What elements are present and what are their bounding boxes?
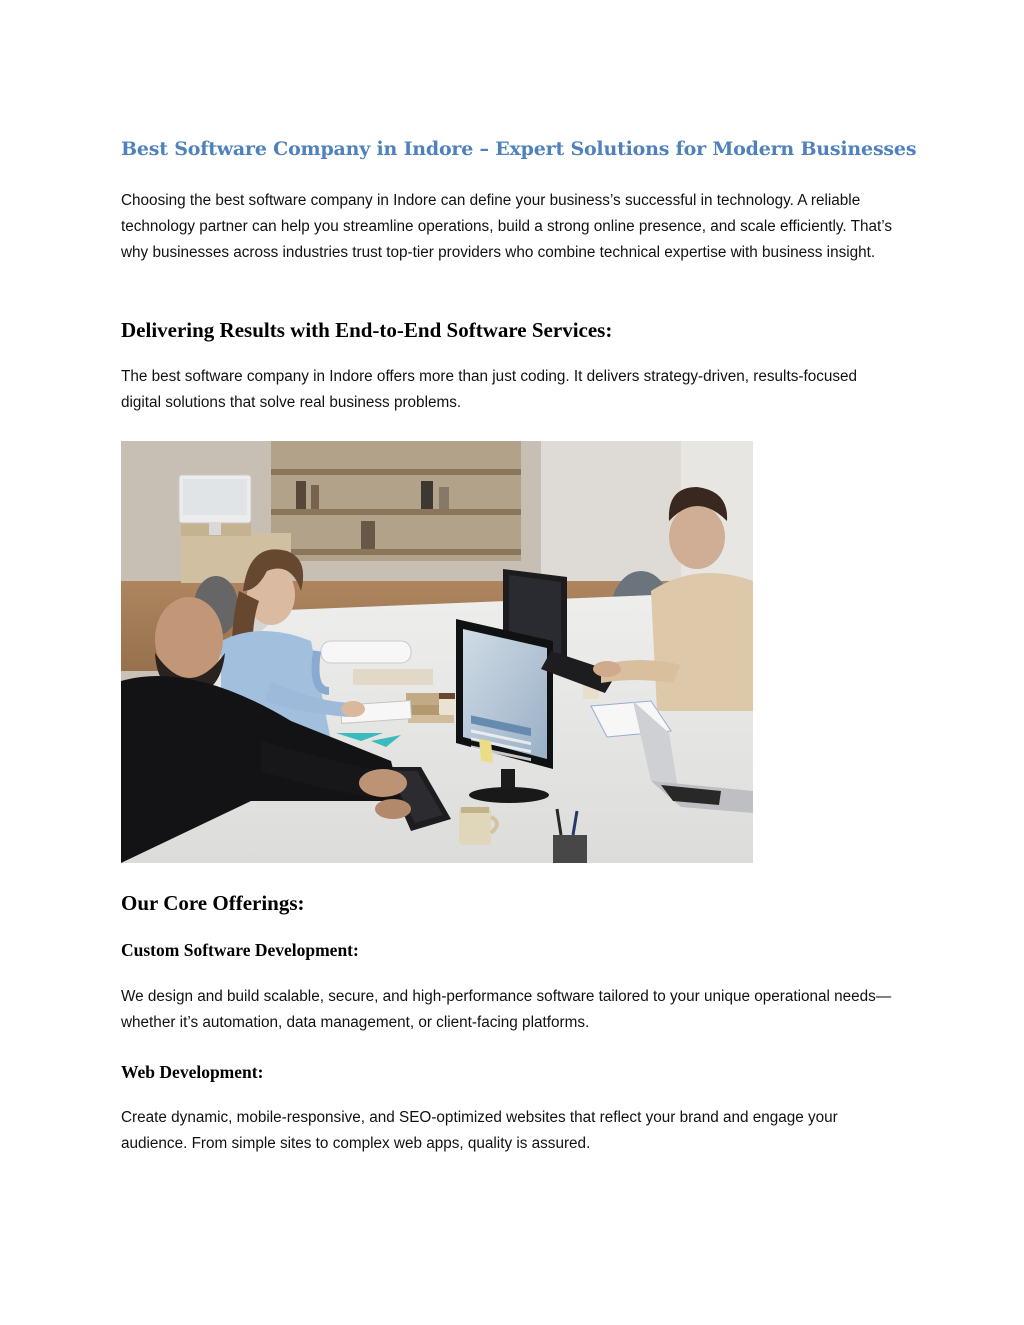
custom-software-heading: Custom Software Development:: [121, 940, 359, 960]
delivering-results-paragraph: The best software company in Indore offers more than just coding. It delivers strategy-driven, results-focused digital solutions that solve real business problems.: [121, 368, 858, 411]
custom-software-paragraph: We design and build scalable, secure, and high-performance software tailored to your unique operational needs—whether it’s automation, data management, or client-facing platforms.: [121, 988, 892, 1031]
core-offerings-heading: Our Core Offerings:: [121, 891, 305, 915]
web-development-paragraph: Create dynamic, mobile-responsive, and SEO-optimized websites that reflect your brand and engage your audience. From simple sites to complex web apps, quality is assured.: [121, 1109, 838, 1152]
office-team-photo: [121, 441, 753, 863]
delivering-results-heading: Delivering Results with End-to-End Software Services:: [121, 318, 613, 342]
document-title: Best Software Company in Indore – Expert Solutions for Modern Businesses: [121, 138, 917, 160]
intro-paragraph: Choosing the best software company in Indore can define your business’s successful in technology. A reliable technology partner can help you streamline operations, build a strong online presence, and scale efficiently. That’s why businesses across industries trust top-tier providers who combine technical expertise with business insight.: [121, 192, 892, 261]
web-development-heading: Web Development:: [121, 1062, 264, 1082]
